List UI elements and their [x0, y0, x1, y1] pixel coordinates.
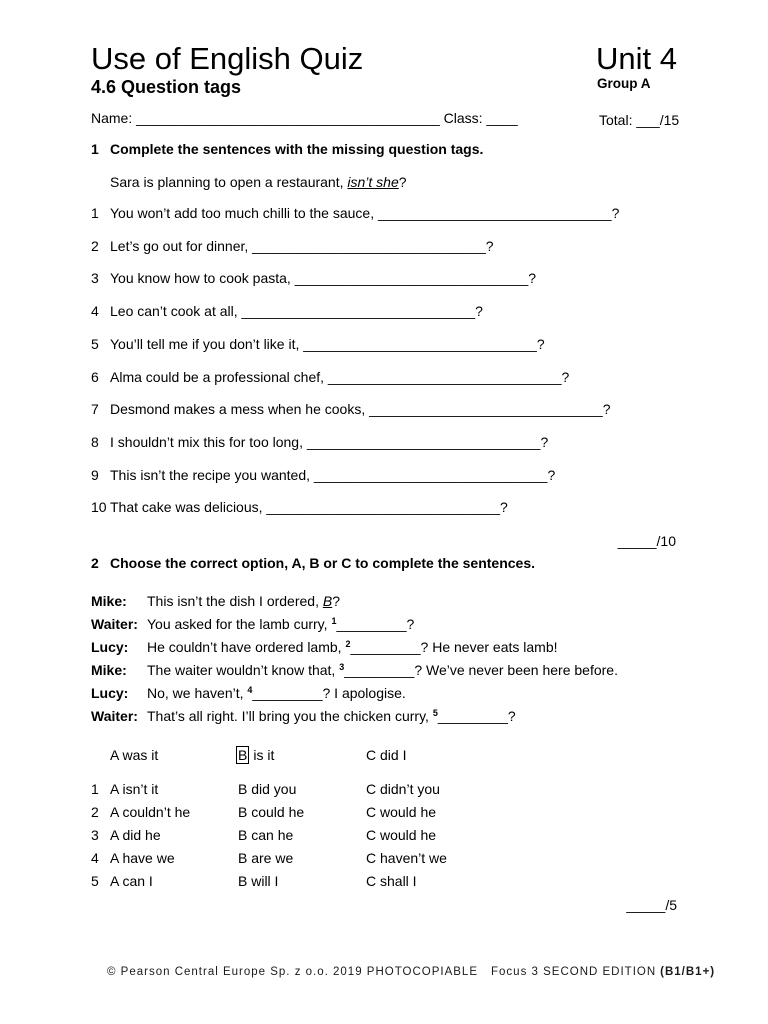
example-answer: B [322, 593, 333, 609]
option-row-number: 5 [91, 873, 99, 889]
section2-score: _____/5 [626, 897, 677, 913]
option-row-example [0, 746, 768, 764]
lesson-subtitle: 4.6 Question tags [91, 77, 242, 97]
question-item [0, 302, 768, 320]
gap-number: 5 [432, 708, 438, 718]
option-row [0, 780, 768, 798]
dialogue-text-after: ? I apologise. [322, 685, 406, 701]
gap-number: 4 [247, 685, 253, 695]
dialogue-text [147, 615, 414, 633]
dialogue-text-before: No, we haven’t, [147, 685, 248, 701]
gap-number: 1 [331, 616, 337, 626]
option-b: B did you [238, 781, 297, 797]
option-b: B could he [238, 804, 305, 820]
item-text: This isn’t the recipe you wanted, ______________________________? [110, 467, 556, 483]
dialogue-text-before: You asked for the lamb curry, [147, 616, 332, 632]
option-row-number: 1 [91, 781, 99, 797]
level-label: (B1/B1+) [660, 966, 716, 978]
dialogue-line [0, 684, 768, 702]
speaker-label: Mike: [91, 662, 127, 678]
item-number: 3 [91, 270, 99, 286]
section-instruction: Complete the sentences with the missing question tags. [110, 141, 484, 157]
option-c: C shall I [366, 873, 417, 889]
dialogue-text-before: This isn’t the dish I ordered, [147, 593, 323, 609]
option-c: C did I [366, 747, 407, 763]
selected-option-box: B [238, 747, 248, 763]
example-text-after: ? [398, 174, 407, 190]
option-c: C haven’t we [366, 850, 447, 866]
item-text: Alma could be a professional chef, ______________________________? [110, 369, 570, 385]
question-item [0, 368, 768, 386]
unit-label: Unit 4 [596, 41, 677, 76]
dialogue-text [147, 638, 558, 656]
option-b: B will I [238, 873, 279, 889]
item-text: Desmond makes a mess when he cooks, ______________________________? [110, 401, 611, 417]
total-score: Total: ___/15 [599, 112, 680, 128]
speaker-label: Waiter: [91, 616, 138, 632]
copyright-notice: © Pearson Central Europe Sp. z o.o. 2019 PHOTOCOPIABLE [107, 966, 479, 978]
dialogue-line [0, 638, 768, 656]
option-row-number: 2 [91, 804, 99, 820]
question-item [0, 400, 768, 418]
item-number: 10 [91, 499, 107, 515]
section2-heading [0, 554, 768, 572]
dialogue-text-after: ? [507, 708, 516, 724]
item-text: You’ll tell me if you don’t like it, ______________________________? [110, 336, 545, 352]
example-text-before: Sara is planning to open a restaurant, [110, 174, 348, 190]
gap-number: 3 [339, 662, 345, 672]
question-item [0, 466, 768, 484]
item-number: 8 [91, 434, 99, 450]
question-item [0, 237, 768, 255]
item-text: You won’t add too much chilli to the sauce, ______________________________? [110, 205, 620, 221]
gap-blank: _________ [344, 662, 415, 678]
dialogue-text-before: That’s all right. I’ll bring you the chicken curry, [147, 708, 433, 724]
gap-blank: _________ [350, 639, 421, 655]
option-b-text: is it [253, 747, 275, 763]
speaker-label: Lucy: [91, 639, 129, 655]
option-a: A isn’t it [110, 781, 159, 797]
dialogue-line [0, 592, 768, 610]
option-b: B can he [238, 827, 294, 843]
option-row [0, 803, 768, 821]
section1-score: _____/10 [617, 533, 676, 549]
item-number: 5 [91, 336, 99, 352]
option-row [0, 849, 768, 867]
option-b [238, 746, 274, 764]
gap-blank: _________ [437, 708, 508, 724]
dialogue-text [147, 592, 340, 610]
dialogue-text-before: The waiter wouldn’t know that, [147, 662, 340, 678]
dialogue-text [147, 684, 406, 702]
dialogue-text-before: He couldn’t have ordered lamb, [147, 639, 346, 655]
name-class-line: Name: _______________________________________ Class: ____ [91, 110, 518, 126]
item-text: Leo can’t cook at all, ______________________________? [110, 303, 483, 319]
gap-number: 2 [345, 639, 351, 649]
question-item [0, 269, 768, 287]
dialogue-text-after: ? We’ve never been here before. [414, 662, 618, 678]
option-row [0, 826, 768, 844]
dialogue-line [0, 661, 768, 679]
speaker-label: Mike: [91, 593, 127, 609]
item-text: You know how to cook pasta, ______________________________? [110, 270, 537, 286]
item-number: 6 [91, 369, 99, 385]
speaker-label: Waiter: [91, 708, 138, 724]
option-row-number: 4 [91, 850, 99, 866]
item-number: 7 [91, 401, 99, 417]
item-text: I shouldn’t mix this for too long, ______________________________? [110, 434, 549, 450]
option-c: C didn’t you [366, 781, 440, 797]
option-b: B are we [238, 850, 294, 866]
option-a: A can I [110, 873, 153, 889]
dialogue-text-after: ? [332, 593, 341, 609]
question-item [0, 335, 768, 353]
option-a: A did he [110, 827, 161, 843]
option-c: C would he [366, 827, 437, 843]
dialogue-text [147, 707, 516, 725]
quiz-title: Use of English Quiz [91, 41, 364, 76]
item-number: 4 [91, 303, 99, 319]
option-a: A have we [110, 850, 175, 866]
item-number: 9 [91, 467, 99, 483]
example-text [110, 173, 407, 191]
dialogue-line [0, 707, 768, 725]
example-sentence [0, 173, 768, 191]
section-number: 2 [91, 555, 99, 571]
dialogue-line [0, 615, 768, 633]
item-number: 2 [91, 238, 99, 254]
option-c: C would he [366, 804, 437, 820]
item-number: 1 [91, 205, 99, 221]
example-answer: isn’t she [347, 174, 399, 190]
option-a: A was it [110, 747, 159, 763]
dialogue-text-after: ? He never eats lamb! [420, 639, 558, 655]
item-text: That cake was delicious, ______________________________? [110, 499, 508, 515]
item-text: Let’s go out for dinner, ______________________________? [110, 238, 494, 254]
option-a: A couldn’t he [110, 804, 191, 820]
gap-blank: _________ [252, 685, 323, 701]
question-item [0, 433, 768, 451]
dialogue-text [147, 661, 618, 679]
section-number: 1 [91, 141, 99, 157]
question-item [0, 204, 768, 222]
section1-heading [0, 140, 768, 158]
dialogue-text-after: ? [406, 616, 415, 632]
group-label: Group A [597, 76, 651, 91]
option-row [0, 872, 768, 890]
section-instruction: Choose the correct option, A, B or C to complete the sentences. [110, 555, 535, 571]
page-footer [107, 964, 715, 980]
edition-label: Focus 3 SECOND EDITION [491, 966, 657, 978]
speaker-label: Lucy: [91, 685, 129, 701]
question-item [0, 498, 768, 516]
gap-blank: _________ [336, 616, 407, 632]
option-row-number: 3 [91, 827, 99, 843]
